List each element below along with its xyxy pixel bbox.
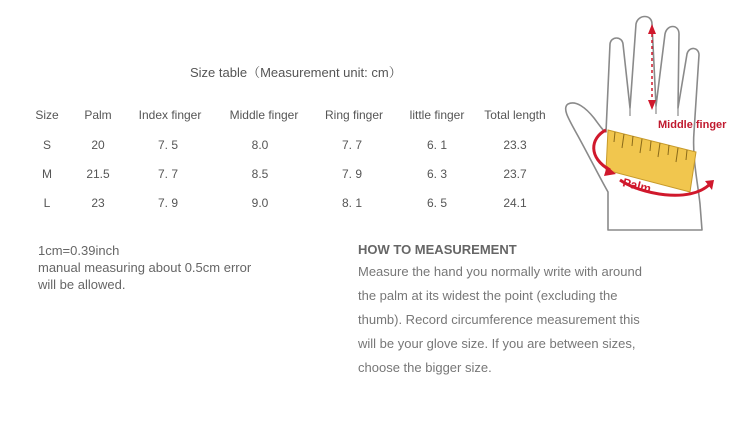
row-m-middle: 8.5 [251, 167, 269, 181]
header-total-length: Total length [484, 108, 546, 122]
row-s-index: 7. 5 [157, 138, 179, 152]
header-little-finger: little finger [409, 108, 465, 122]
row-m-palm: 21.5 [86, 167, 110, 181]
how-to-line-5: choose the bigger size. [358, 360, 492, 375]
row-l-little: 6. 5 [426, 196, 448, 210]
row-s-size: S [42, 138, 52, 152]
row-m-index: 7. 7 [157, 167, 179, 181]
row-m-total: 23.7 [503, 167, 527, 181]
row-l-middle: 9.0 [251, 196, 269, 210]
row-s-middle: 8.0 [251, 138, 269, 152]
row-l-index: 7. 9 [157, 196, 179, 210]
how-to-title: HOW TO MEASUREMENT [358, 242, 517, 257]
row-s-total: 23.3 [503, 138, 527, 152]
conversion-note [38, 242, 251, 293]
header-middle-finger: Middle finger [229, 108, 299, 122]
row-s-ring: 7. 7 [341, 138, 363, 152]
note-line-2: manual measuring about 0.5cm error [38, 260, 252, 275]
row-m-size: M [42, 167, 52, 181]
middle-finger-label: Middle finger [658, 119, 727, 131]
header-ring-finger: Ring finger [324, 108, 384, 122]
header-index-finger: Index finger [138, 108, 202, 122]
row-l-palm: 23 [91, 196, 105, 210]
how-to-line-4: will be your glove size. If you are between sizes, [358, 336, 636, 351]
row-l-ring: 8. 1 [341, 196, 363, 210]
note-line-3: will be allowed. [38, 277, 126, 292]
header-palm: Palm [84, 108, 112, 122]
note-line-1: 1cm=0.39inch [38, 243, 120, 258]
palm-label: Palm [621, 175, 653, 196]
row-s-palm: 20 [91, 138, 105, 152]
how-to-line-1: Measure the hand you normally write with around [358, 264, 642, 279]
size-table-title: Size table（Measurement unit: cm） [190, 65, 402, 80]
row-l-total: 24.1 [503, 196, 527, 210]
how-to-line-2: the palm at its widest the point (excluding the [358, 288, 618, 303]
how-to-line-3: thumb). Record circumference measurement this [358, 312, 640, 327]
row-m-ring: 7. 9 [341, 167, 363, 181]
row-s-little: 6. 1 [426, 138, 448, 152]
how-to-instructions [358, 260, 642, 380]
row-l-size: L [43, 196, 51, 210]
row-m-little: 6. 3 [426, 167, 448, 181]
header-size: Size [35, 108, 59, 122]
